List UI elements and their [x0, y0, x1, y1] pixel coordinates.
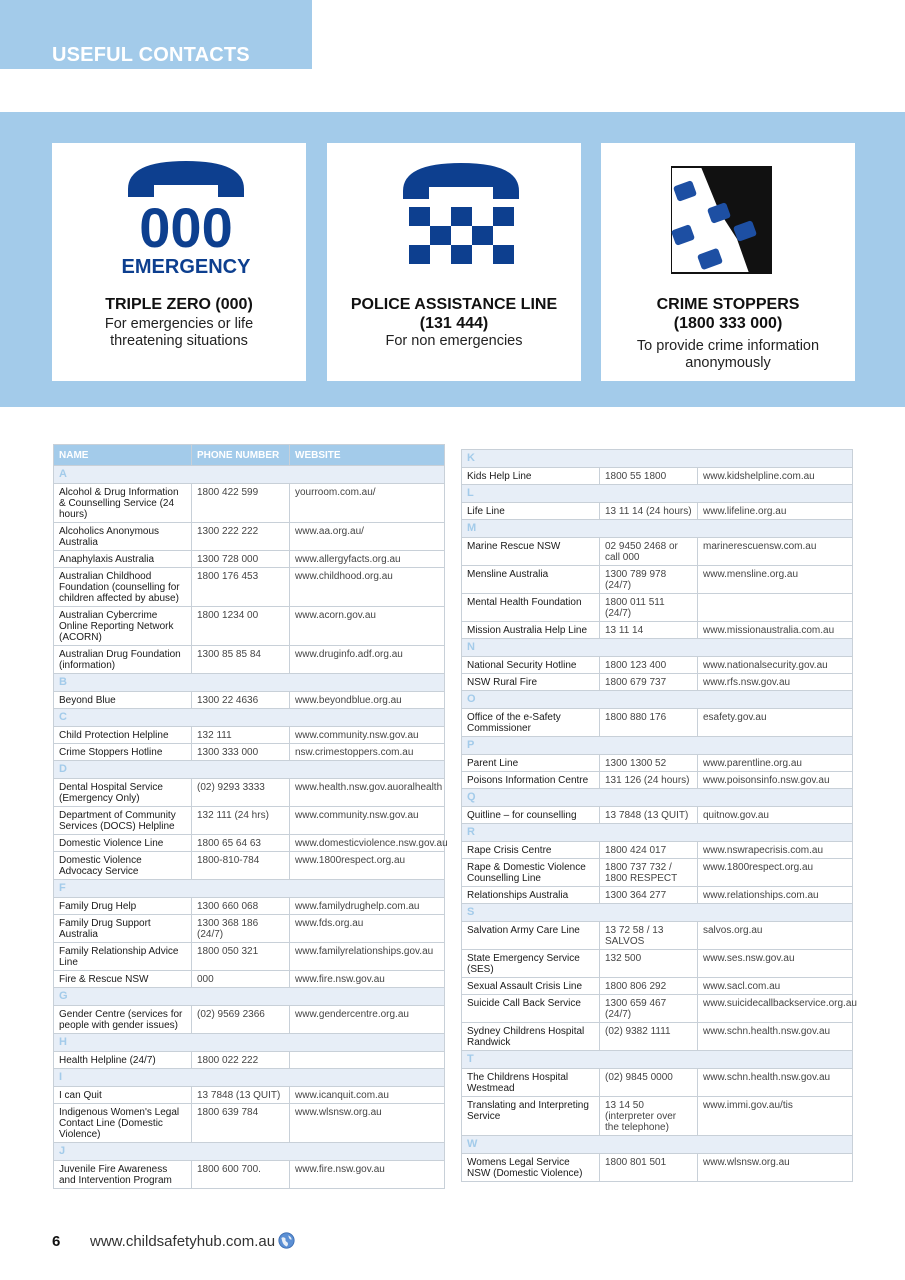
contact-name: National Security Hotline	[462, 657, 600, 674]
emergency-label-text: EMERGENCY	[122, 256, 250, 278]
contact-website[interactable]: www.relationships.com.au	[698, 887, 853, 904]
table-header-row	[54, 445, 445, 466]
contact-website[interactable]: www.mensline.org.au	[698, 566, 853, 594]
contact-name: Life Line	[462, 503, 600, 520]
contact-website[interactable]: www.familydrughelp.com.au	[290, 898, 445, 915]
card-title: CRIME STOPPERS (1800 333 000)	[656, 296, 800, 332]
card-triple-zero	[52, 143, 306, 381]
section-letter: O	[462, 691, 853, 709]
card-police-assistance	[327, 143, 581, 381]
table-row	[462, 709, 853, 737]
contact-website[interactable]: www.health.nsw.gov.auoralhealth	[290, 779, 445, 807]
contact-name: Beyond Blue	[54, 692, 192, 709]
contact-website[interactable]: www.childhood.org.au	[290, 568, 445, 607]
table-row	[54, 744, 445, 761]
globe-icon	[278, 1232, 295, 1249]
footer-url[interactable]: www.childsafetyhub.com.au	[90, 1233, 276, 1250]
contact-name: Department of Community Services (DOCS) Helpline	[54, 807, 192, 835]
section-letter: P	[462, 737, 853, 755]
contact-website[interactable]: nsw.crimestoppers.com.au	[290, 744, 445, 761]
contact-name: Salvation Army Care Line	[462, 922, 600, 950]
contact-website[interactable]: www.aa.org.au/	[290, 523, 445, 551]
contact-phone: 132 500	[600, 950, 698, 978]
contact-website[interactable]: www.beyondblue.org.au	[290, 692, 445, 709]
section-letter: M	[462, 520, 853, 538]
contact-name: The Childrens Hospital Westmead	[462, 1069, 600, 1097]
contact-website[interactable]: www.wlsnsw.org.au	[698, 1154, 853, 1182]
contact-name: Health Helpline (24/7)	[54, 1052, 192, 1069]
contact-website[interactable]: www.1800respect.org.au	[698, 859, 853, 887]
contact-website[interactable]: www.nationalsecurity.gov.au	[698, 657, 853, 674]
section-letter-row	[462, 1136, 853, 1154]
contact-name: State Emergency Service (SES)	[462, 950, 600, 978]
contact-website[interactable]: www.icanquit.com.au	[290, 1087, 445, 1104]
contact-phone: 131 126 (24 hours)	[600, 772, 698, 789]
section-letter-row	[462, 450, 853, 468]
table-row	[462, 566, 853, 594]
contact-phone: (02) 9293 3333	[192, 779, 290, 807]
section-letter-row	[462, 789, 853, 807]
table-row	[54, 607, 445, 646]
section-letter-row	[462, 520, 853, 538]
keypad-hand-icon	[671, 155, 799, 285]
card-title: TRIPLE ZERO (000)	[105, 296, 253, 313]
contact-website[interactable]: www.gendercentre.org.au	[290, 1006, 445, 1034]
emergency-000-icon	[122, 155, 250, 285]
contact-phone: 1800 011 511 (24/7)	[600, 594, 698, 622]
contact-phone: 1300 222 222	[192, 523, 290, 551]
contact-phone: 1800-810-784	[192, 852, 290, 880]
contact-phone: 1800 801 501	[600, 1154, 698, 1182]
contact-name: Womens Legal Service NSW (Domestic Violence)	[462, 1154, 600, 1182]
contact-website[interactable]: www.lifeline.org.au	[698, 503, 853, 520]
contact-name: Poisons Information Centre	[462, 772, 600, 789]
contact-name: Sexual Assault Crisis Line	[462, 978, 600, 995]
contact-website[interactable]	[698, 594, 853, 622]
section-letter-row	[54, 709, 445, 727]
contact-website[interactable]: www.fire.nsw.gov.au	[290, 1161, 445, 1189]
section-letter-row	[462, 691, 853, 709]
contact-name: Mission Australia Help Line	[462, 622, 600, 639]
contact-phone: 1300 1300 52	[600, 755, 698, 772]
contact-phone: 1300 660 068	[192, 898, 290, 915]
section-letter: I	[54, 1069, 445, 1087]
contact-phone: (02) 9382 1111	[600, 1023, 698, 1051]
contact-name: Rape & Domestic Violence Counselling Line	[462, 859, 600, 887]
contact-name: Australian Cybercrime Online Reporting Network (ACORN)	[54, 607, 192, 646]
contact-website[interactable]: www.missionaustralia.com.au	[698, 622, 853, 639]
card-description: For non emergencies	[385, 333, 523, 349]
police-phone-icon	[397, 155, 525, 285]
contact-phone: 1800 176 453	[192, 568, 290, 607]
table-row	[462, 503, 853, 520]
section-letter: G	[54, 988, 445, 1006]
table-row	[462, 1154, 853, 1182]
table-row	[462, 538, 853, 566]
section-letter-row	[462, 737, 853, 755]
contact-phone: 1800 737 732 / 1800 RESPECT	[600, 859, 698, 887]
contact-name: Kids Help Line	[462, 468, 600, 485]
table-row	[54, 943, 445, 971]
contact-name: Alcoholics Anonymous Australia	[54, 523, 192, 551]
section-letter-row	[462, 485, 853, 503]
card-description: For emergencies or life threatening situations	[104, 316, 254, 349]
contact-name: Relationships Australia	[462, 887, 600, 904]
contact-phone: 02 9450 2468 or call 000	[600, 538, 698, 566]
contact-phone: 1800 422 599	[192, 484, 290, 523]
contact-website[interactable]: esafety.gov.au	[698, 709, 853, 737]
card-crime-stoppers	[601, 143, 855, 381]
contact-website[interactable]: www.immi.gov.au/tis	[698, 1097, 853, 1136]
page-number: 6	[52, 1233, 61, 1250]
section-letter-row	[462, 824, 853, 842]
contact-phone: 13 11 14 (24 hours)	[600, 503, 698, 520]
table-row	[462, 1023, 853, 1051]
contact-phone: 1800 1234 00	[192, 607, 290, 646]
contact-website[interactable]: quitnow.gov.au	[698, 807, 853, 824]
contact-website[interactable]: www.ses.nsw.gov.au	[698, 950, 853, 978]
contact-name: Sydney Childrens Hospital Randwick	[462, 1023, 600, 1051]
contact-phone: 1300 22 4636	[192, 692, 290, 709]
contact-phone: 13 7848 (13 QUIT)	[192, 1087, 290, 1104]
contact-website[interactable]: www.druginfo.adf.org.au	[290, 646, 445, 674]
section-letter: R	[462, 824, 853, 842]
table-row	[462, 772, 853, 789]
table-row	[462, 622, 853, 639]
contact-phone: (02) 9569 2366	[192, 1006, 290, 1034]
contact-website[interactable]: www.community.nsw.gov.au	[290, 727, 445, 744]
contact-name: Dental Hospital Service (Emergency Only)	[54, 779, 192, 807]
contact-website[interactable]: www.schn.health.nsw.gov.au	[698, 1069, 853, 1097]
section-letter-row	[462, 904, 853, 922]
contact-phone: 13 7848 (13 QUIT)	[600, 807, 698, 824]
table-row	[54, 727, 445, 744]
table-row	[54, 898, 445, 915]
table-row	[54, 1087, 445, 1104]
table-row	[54, 1006, 445, 1034]
table-row	[54, 835, 445, 852]
contact-name: Fire & Rescue NSW	[54, 971, 192, 988]
column-header-website: WEBSITE	[290, 445, 445, 466]
contact-website[interactable]: www.familyrelationships.gov.au	[290, 943, 445, 971]
table-row	[54, 779, 445, 807]
contact-name: Mensline Australia	[462, 566, 600, 594]
contact-phone: 1800 65 64 63	[192, 835, 290, 852]
contact-website[interactable]: www.poisonsinfo.nsw.gov.au	[698, 772, 853, 789]
contact-name: Office of the e-Safety Commissioner	[462, 709, 600, 737]
contact-website[interactable]: salvos.org.au	[698, 922, 853, 950]
contact-name: Parent Line	[462, 755, 600, 772]
contact-phone: 1300 85 85 84	[192, 646, 290, 674]
table-row	[54, 484, 445, 523]
section-letter-row	[54, 1069, 445, 1087]
table-row	[462, 1097, 853, 1136]
contact-name: Family Relationship Advice Line	[54, 943, 192, 971]
table-row	[54, 915, 445, 943]
table-row	[462, 922, 853, 950]
contact-phone: 1300 364 277	[600, 887, 698, 904]
contact-website[interactable]: www.allergyfacts.org.au	[290, 551, 445, 568]
contact-website[interactable]: marinerescuensw.com.au	[698, 538, 853, 566]
table-row	[462, 842, 853, 859]
contact-name: Child Protection Helpline	[54, 727, 192, 744]
table-row	[54, 692, 445, 709]
table-row	[462, 674, 853, 691]
section-letter: W	[462, 1136, 853, 1154]
table-row	[462, 755, 853, 772]
contact-name: Australian Childhood Foundation (counselling for children affected by abuse)	[54, 568, 192, 607]
contact-name: Marine Rescue NSW	[462, 538, 600, 566]
contact-name: Translating and Interpreting Service	[462, 1097, 600, 1136]
contact-website[interactable]: www.schn.health.nsw.gov.au	[698, 1023, 853, 1051]
section-letter: T	[462, 1051, 853, 1069]
header-tab	[0, 0, 312, 69]
card-description: To provide crime information anonymously	[636, 338, 820, 371]
contact-website[interactable]: www.fds.org.au	[290, 915, 445, 943]
contact-name: Domestic Violence Advocacy Service	[54, 852, 192, 880]
contact-website[interactable]: www.domesticviolence.nsw.gov.au	[290, 835, 445, 852]
table-row	[54, 523, 445, 551]
table-row	[54, 1161, 445, 1189]
table-row	[54, 1052, 445, 1069]
contact-phone: 132 111 (24 hrs)	[192, 807, 290, 835]
contact-name: Indigenous Women's Legal Contact Line (Domestic Violence)	[54, 1104, 192, 1143]
table-row	[462, 468, 853, 485]
page-title: USEFUL CONTACTS	[52, 44, 250, 66]
contact-website[interactable]: yourroom.com.au/	[290, 484, 445, 523]
section-letter-row	[54, 466, 445, 484]
section-letter: D	[54, 761, 445, 779]
section-letter-row	[54, 988, 445, 1006]
contact-phone: 13 11 14	[600, 622, 698, 639]
contact-phone: 000	[192, 971, 290, 988]
table-row	[462, 887, 853, 904]
table-row	[462, 807, 853, 824]
contact-phone: 1800 022 222	[192, 1052, 290, 1069]
contact-name: Family Drug Help	[54, 898, 192, 915]
contact-phone: 1800 600 700.	[192, 1161, 290, 1189]
contact-name: Crime Stoppers Hotline	[54, 744, 192, 761]
contact-name: Mental Health Foundation	[462, 594, 600, 622]
table-row	[54, 646, 445, 674]
contact-phone: 1300 659 467 (24/7)	[600, 995, 698, 1023]
contact-website[interactable]: www.wlsnsw.org.au	[290, 1104, 445, 1143]
contact-phone: 1800 679 737	[600, 674, 698, 691]
contact-phone: 1300 728 000	[192, 551, 290, 568]
contact-website[interactable]: www.rfs.nsw.gov.au	[698, 674, 853, 691]
contact-website[interactable]: www.parentline.org.au	[698, 755, 853, 772]
column-header-phone: PHONE NUMBER	[192, 445, 290, 466]
section-letter: C	[54, 709, 445, 727]
contact-name: Domestic Violence Line	[54, 835, 192, 852]
contact-phone: 1800 55 1800	[600, 468, 698, 485]
contact-name: Anaphylaxis Australia	[54, 551, 192, 568]
contact-name: Rape Crisis Centre	[462, 842, 600, 859]
table-row	[462, 1069, 853, 1097]
emergency-000-text: 000	[139, 196, 233, 259]
table-row	[54, 852, 445, 880]
section-letter: Q	[462, 789, 853, 807]
contact-phone: 1800 123 400	[600, 657, 698, 674]
contact-website[interactable]	[290, 1052, 445, 1069]
table-row	[462, 859, 853, 887]
contact-phone: 13 14 50 (interpreter over the telephone)	[600, 1097, 698, 1136]
table-row	[54, 568, 445, 607]
contact-phone: 1300 333 000	[192, 744, 290, 761]
contact-phone: 1800 424 017	[600, 842, 698, 859]
table-row	[462, 657, 853, 674]
table-row	[462, 950, 853, 978]
contact-phone: 1300 789 978 (24/7)	[600, 566, 698, 594]
contact-phone: 1800 050 321	[192, 943, 290, 971]
contact-website[interactable]: www.kidshelpline.com.au	[698, 468, 853, 485]
section-letter: K	[462, 450, 853, 468]
section-letter-row	[462, 1051, 853, 1069]
contact-name: Gender Centre (services for people with gender issues)	[54, 1006, 192, 1034]
contact-name: Alcohol & Drug Information & Counselling Service (24 hours)	[54, 484, 192, 523]
contact-phone: 1300 368 186 (24/7)	[192, 915, 290, 943]
contact-website[interactable]: www.fire.nsw.gov.au	[290, 971, 445, 988]
contact-website[interactable]: www.sacl.com.au	[698, 978, 853, 995]
column-header-name: NAME	[54, 445, 192, 466]
contact-phone: 132 111	[192, 727, 290, 744]
section-letter-row	[54, 761, 445, 779]
section-letter: H	[54, 1034, 445, 1052]
contact-website[interactable]: www.community.nsw.gov.au	[290, 807, 445, 835]
table-row	[462, 978, 853, 995]
contact-name: I can Quit	[54, 1087, 192, 1104]
table-row	[54, 807, 445, 835]
table-row	[54, 1104, 445, 1143]
table-row	[54, 971, 445, 988]
section-letter: J	[54, 1143, 445, 1161]
section-letter: F	[54, 880, 445, 898]
contacts-table-right	[461, 449, 857, 1182]
contact-website[interactable]: www.1800respect.org.au	[290, 852, 445, 880]
section-letter: A	[54, 466, 445, 484]
section-letter-row	[54, 1034, 445, 1052]
table-row	[462, 995, 853, 1023]
contact-name: Suicide Call Back Service	[462, 995, 600, 1023]
contact-name: Quitline – for counselling	[462, 807, 600, 824]
contact-name: Australian Drug Foundation (information)	[54, 646, 192, 674]
section-letter: N	[462, 639, 853, 657]
contact-phone: 13 72 58 / 13 SALVOS	[600, 922, 698, 950]
contact-website[interactable]: www.acorn.gov.au	[290, 607, 445, 646]
contact-name: Juvenile Fire Awareness and Intervention Program	[54, 1161, 192, 1189]
section-letter: L	[462, 485, 853, 503]
section-letter-row	[462, 639, 853, 657]
contacts-table-left	[53, 444, 448, 1189]
contact-website[interactable]: www.suicidecallbackservice.org.au	[698, 995, 853, 1023]
section-letter: S	[462, 904, 853, 922]
section-letter-row	[54, 880, 445, 898]
contact-phone: 1800 639 784	[192, 1104, 290, 1143]
section-letter-row	[54, 674, 445, 692]
table-row	[54, 551, 445, 568]
contact-phone: 1800 806 292	[600, 978, 698, 995]
section-letter: B	[54, 674, 445, 692]
contact-phone: (02) 9845 0000	[600, 1069, 698, 1097]
table-row	[462, 594, 853, 622]
section-letter-row	[54, 1143, 445, 1161]
contact-phone: 1800 880 176	[600, 709, 698, 737]
contact-name: Family Drug Support Australia	[54, 915, 192, 943]
card-title: POLICE ASSISTANCE LINE (131 444)	[350, 296, 558, 332]
contact-name: NSW Rural Fire	[462, 674, 600, 691]
contact-website[interactable]: www.nswrapecrisis.com.au	[698, 842, 853, 859]
